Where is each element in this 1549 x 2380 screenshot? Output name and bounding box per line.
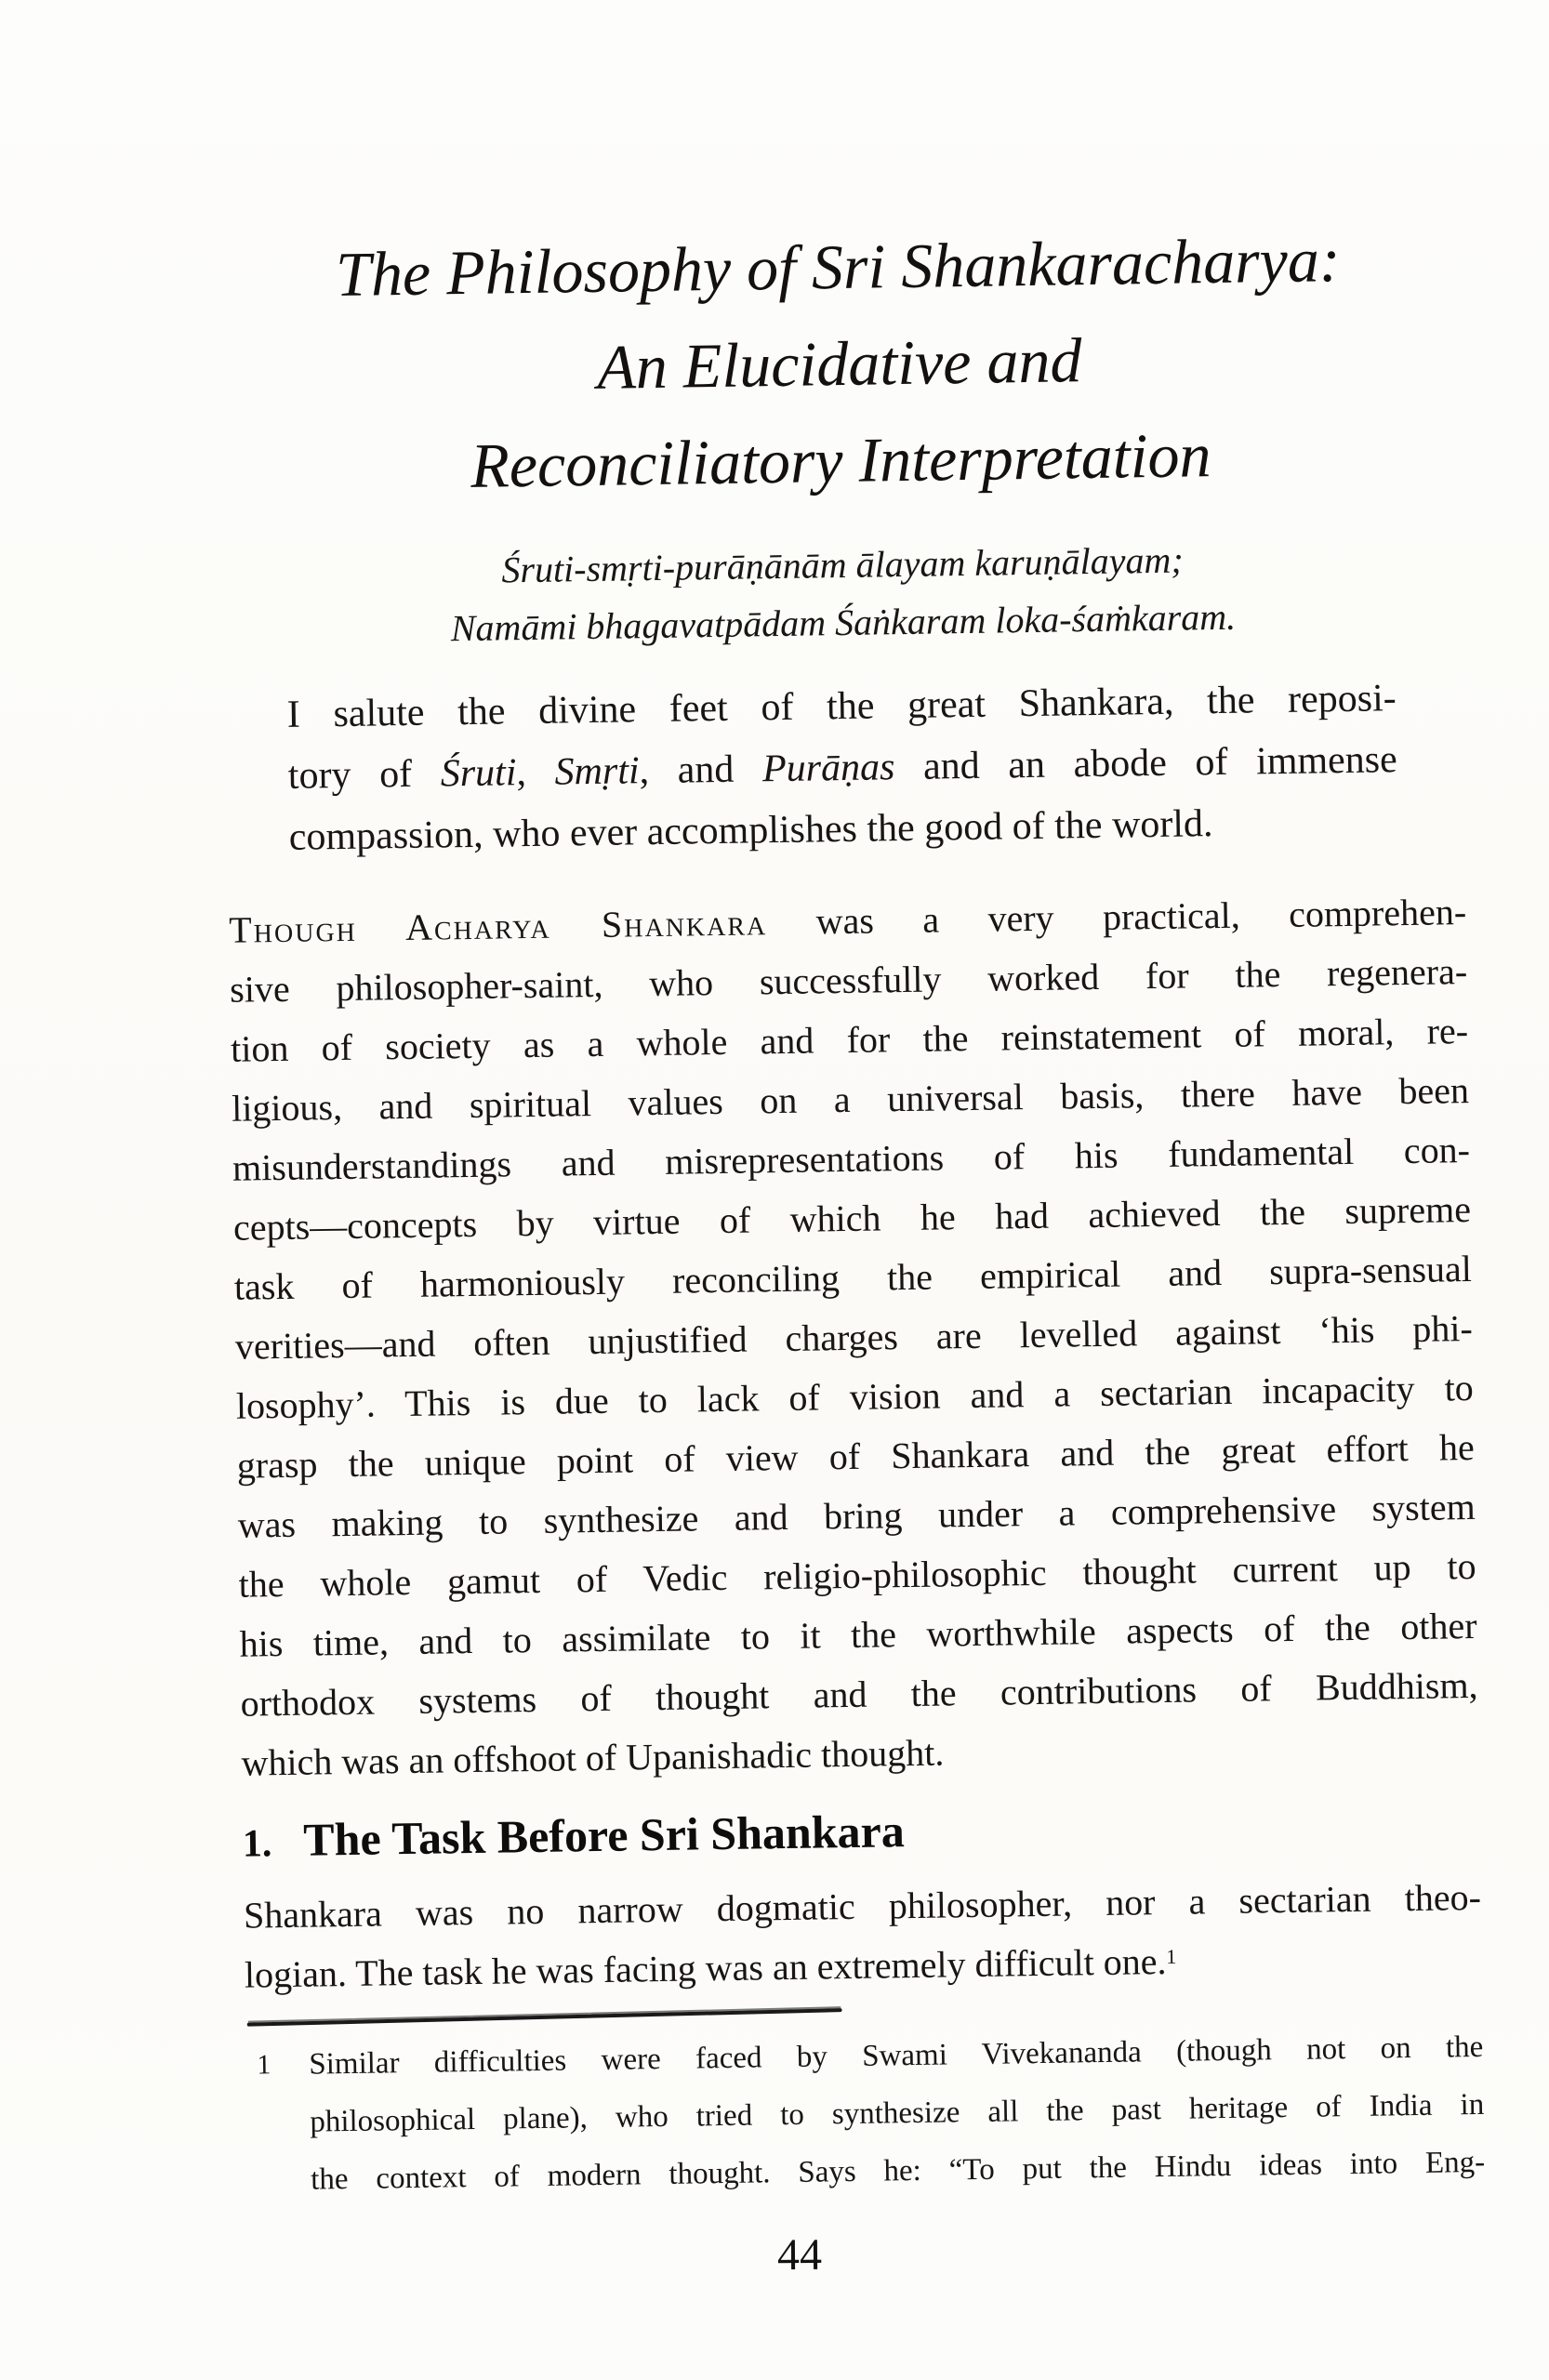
page-title [218, 209, 1460, 518]
text-segment: Similar difficulties were faced by Swami Vivekananda (though not on the [309, 2030, 1484, 2082]
page-number: 44 [776, 2229, 823, 2281]
verse-line: Śruti-smṛti-purāṇānām ālayam karuṇālayam; [501, 538, 1184, 591]
section-title: The Task Before Sri Shankara [302, 1805, 906, 1866]
text-segment: orthodox systems of thought and the contributions of Buddhism, [240, 1663, 1478, 1725]
section-number: 1. [242, 1822, 272, 1866]
text-segment: , [516, 750, 555, 795]
footnote-rule [247, 2008, 842, 2027]
text-segment: tion of society as a whole and for the reinstatement of moral, re- [230, 1010, 1469, 1070]
verse-line: Namāmi bhagavatpādam Śaṅkaram loka-śaṁkaram. [450, 595, 1237, 650]
footnote-number: 1 [257, 2049, 271, 2081]
text-segment: 1 [1166, 1944, 1177, 1968]
text-segment: sive philosopher-saint, who successfully worked for the regenera- [229, 950, 1468, 1011]
body-paragraph [229, 882, 1479, 1793]
text-segment: tory of [287, 752, 442, 798]
section-heading [242, 1795, 1480, 1871]
text-segment: misunderstandings and misrepresentations of his fundamental con- [232, 1129, 1471, 1189]
text-segment: his time, and to assimilate to it the worthwhile aspects of the other [239, 1604, 1477, 1665]
title-line: An Elucidative and [596, 324, 1082, 403]
text-segment: compassion, who ever accomplishes the good of the world. [288, 802, 1213, 859]
text-segment: was making to synthesize and bring under a comprehensive system [237, 1485, 1476, 1546]
text-segment: task of harmoniously reconciling the empirical and supra-sensual [233, 1248, 1473, 1308]
text-segment: Though Acharya Shankara [228, 901, 768, 951]
text-segment: Śruti [440, 751, 517, 796]
text-segment: cepts—concepts by virtue of which he had achieved the supreme [232, 1188, 1472, 1249]
section-paragraph [244, 1868, 1483, 2005]
title-line: Reconciliatory Interpretation [470, 419, 1212, 501]
footnote [245, 2018, 1486, 2210]
text-segment: Shankara was no narrow dogmatic philosopher, nor a sectarian theo- [243, 1875, 1482, 1937]
text-segment: Smṛti [554, 749, 640, 794]
title-line: The Philosophy of Sri Shankaracharya: [335, 223, 1341, 311]
text-segment: losophy’. This is due to lack of vision and a sectarian incapacity to [235, 1366, 1475, 1427]
text-segment: I salute the divine feet of the great Shankara, the reposi- [286, 677, 1397, 736]
text-segment: the context of modern thought. Says he: “To put the Hindu ideas into Eng- [310, 2145, 1486, 2197]
text-segment: and an abode of immense [894, 738, 1398, 789]
page-content [218, 209, 1485, 2210]
text-segment: the whole gamut of Vedic religio-philosophic thought current up to [238, 1544, 1476, 1606]
verse-translation [286, 668, 1398, 868]
text-segment: was a very practical, comprehen- [766, 891, 1467, 944]
sanskrit-verse [223, 527, 1463, 661]
text-segment: which was an offshoot of Upanishadic thought. [241, 1731, 945, 1784]
text-segment: logian. The task he was facing was an extremely difficult one. [244, 1939, 1167, 1996]
footnote-text [309, 2018, 1486, 2209]
text-segment: grasp the unique point of view of Shankara and the great effort he [236, 1425, 1476, 1487]
text-segment: philosophical plane), who tried to synthesize all the past heritage of India in [310, 2087, 1485, 2139]
text-segment: Purāṇas [761, 746, 895, 791]
text-segment: verities—and often unjustified charges are levelled against ‘his phi- [234, 1306, 1474, 1368]
text-segment: ligious, and spiritual values on a universal basis, there have been [231, 1069, 1470, 1130]
text-segment: , and [639, 747, 763, 793]
